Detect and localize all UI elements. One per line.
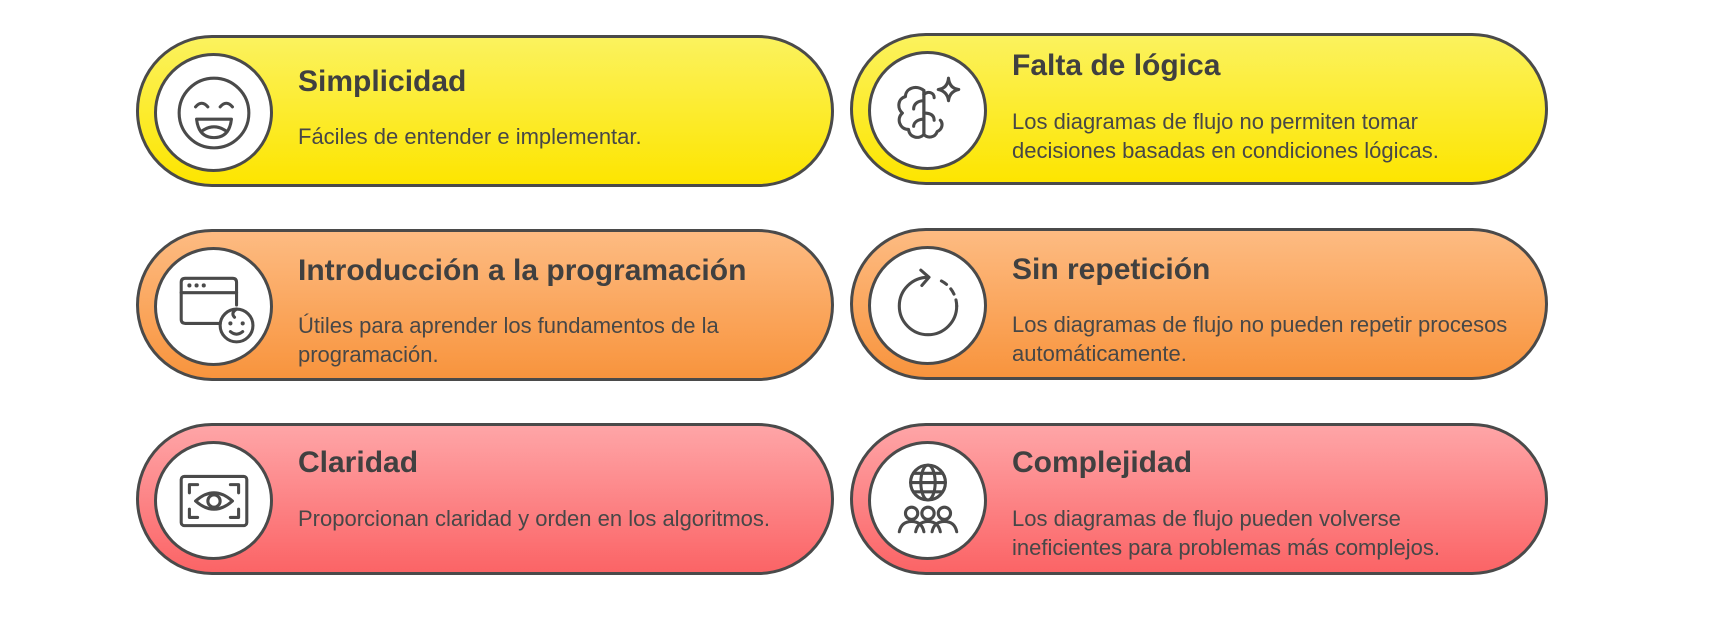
dashed-refresh-icon [868, 246, 987, 365]
card-description: Los diagramas de flujo no pueden repetir procesos automáticamente. [1012, 312, 1508, 366]
card-title: Simplicidad [298, 65, 467, 98]
card-title: Falta de lógica [1012, 49, 1221, 82]
globe-people-icon [868, 441, 987, 560]
card-simplicidad [136, 35, 834, 187]
card-title: Introducción a la programación [298, 254, 747, 287]
browser-baby-icon [154, 247, 273, 366]
card-claridad [136, 423, 834, 575]
card-description: Los diagramas de flujo pueden volverse ineficientes para problemas más complejos. [1012, 506, 1440, 560]
card-description: Proporcionan claridad y orden en los algoritmos. [298, 506, 771, 531]
card-introduccion-programacion [136, 229, 834, 381]
card-description: Los diagramas de flujo no permiten tomar decisiones basadas en condiciones lógicas. [1012, 109, 1439, 163]
eye-focus-icon [154, 441, 273, 560]
card-falta-de-logica [850, 33, 1548, 185]
card-title: Complejidad [1012, 446, 1193, 479]
brain-sparkle-icon [868, 51, 987, 170]
card-title: Sin repetición [1012, 253, 1211, 286]
card-description: Útiles para aprender los fundamentos de la programación. [298, 313, 719, 367]
card-description: Fáciles de entender e implementar. [298, 124, 642, 149]
card-complejidad [850, 423, 1548, 575]
card-title: Claridad [298, 446, 419, 479]
smiley-face-icon [154, 53, 273, 172]
card-sin-repeticion [850, 228, 1548, 380]
